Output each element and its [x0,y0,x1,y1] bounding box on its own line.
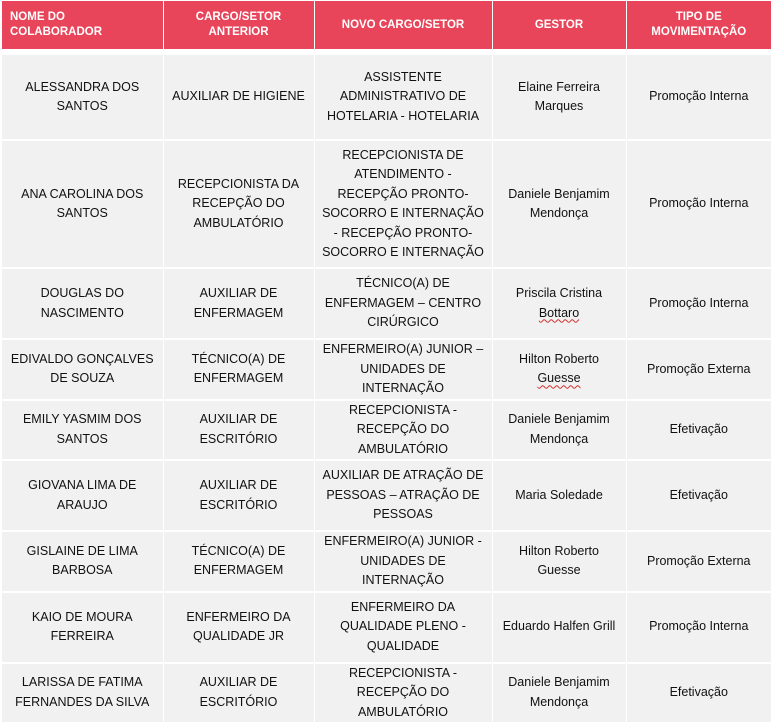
cell-movement-type: Efetivação [626,400,771,461]
cell-previous-role: ENFERMEIRO DA QUALIDADE JR [163,592,314,663]
manager-name: Hilton Roberto [519,352,599,366]
cell-manager [492,140,626,268]
cell-new-role: RECEPCIONISTA - RECEPÇÃO DO AMBULATÓRIO [314,400,492,461]
cell-new-role: ASSISTENTE ADMINISTRATIVO DE HOTELARIA - HOTELARIA [314,54,492,140]
cell-previous-role: AUXILIAR DE HIGIENE [163,54,314,140]
cell-new-role: RECEPCIONISTA - RECEPÇÃO DO AMBULATÓRIO [314,663,492,722]
header-previous-role: CARGO/SETOR ANTERIOR [163,1,314,49]
manager-name: Maria Soledade [515,488,603,502]
cell-movement-type: Promoção Interna [626,268,771,339]
manager-name-flagged: Bottaro [539,306,579,320]
manager-name: Daniele Benjamim Mendonça [508,675,609,709]
cell-name: GIOVANA LIMA DE ARAUJO [2,460,163,531]
cell-manager [492,663,626,722]
cell-manager [492,592,626,663]
cell-movement-type: Promoção Externa [626,339,771,400]
cell-previous-role: AUXILIAR DE ESCRITÓRIO [163,400,314,461]
cell-movement-type: Efetivação [626,663,771,722]
header-manager: GESTOR [492,1,626,49]
cell-previous-role: TÉCNICO(A) DE ENFERMAGEM [163,531,314,592]
cell-previous-role: RECEPCIONISTA DA RECEPÇÃO DO AMBULATÓRIO [163,140,314,268]
table-row [2,54,771,140]
cell-manager [492,531,626,592]
table-row [2,400,771,461]
cell-name: EMILY YASMIM DOS SANTOS [2,400,163,461]
cell-name: DOUGLAS DO NASCIMENTO [2,268,163,339]
cell-movement-type: Efetivação [626,460,771,531]
cell-name: EDIVALDO GONÇALVES DE SOUZA [2,339,163,400]
cell-previous-role: TÉCNICO(A) DE ENFERMAGEM [163,339,314,400]
cell-manager [492,268,626,339]
header-movement-type: TIPO DE MOVIMENTAÇÃO [626,1,771,49]
table-row [2,339,771,400]
cell-new-role: ENFERMEIRO(A) JUNIOR - UNIDADES DE INTERNAÇÃO [314,531,492,592]
movements-table [2,1,771,722]
cell-name: GISLAINE DE LIMA BARBOSA [2,531,163,592]
cell-new-role: AUXILIAR DE ATRAÇÃO DE PESSOAS – ATRAÇÃO DE PESSOAS [314,460,492,531]
cell-name: ANA CAROLINA DOS SANTOS [2,140,163,268]
cell-manager [492,339,626,400]
cell-new-role: ENFERMEIRO DA QUALIDADE PLENO - QUALIDADE [314,592,492,663]
cell-manager [492,460,626,531]
cell-name: ALESSANDRA DOS SANTOS [2,54,163,140]
header-name: NOME DO COLABORADOR [2,1,163,49]
cell-new-role: RECEPCIONISTA DE ATENDIMENTO - RECEPÇÃO PRONTO-SOCORRO E INTERNAÇÃO - RECEPÇÃO PRONTO-SOCORRO E INTERNAÇÃO [314,140,492,268]
cell-previous-role: AUXILIAR DE ESCRITÓRIO [163,460,314,531]
cell-previous-role: AUXILIAR DE ENFERMAGEM [163,268,314,339]
header-new-role: NOVO CARGO/SETOR [314,1,492,49]
cell-movement-type: Promoção Externa [626,531,771,592]
header-row [2,1,771,49]
cell-name: KAIO DE MOURA FERREIRA [2,592,163,663]
table-row [2,531,771,592]
table-row [2,460,771,531]
cell-movement-type: Promoção Interna [626,592,771,663]
manager-name: Daniele Benjamim Mendonça [508,187,609,221]
cell-manager [492,54,626,140]
table-row [2,663,771,722]
cell-movement-type: Promoção Interna [626,140,771,268]
manager-name: Elaine Ferreira Marques [518,80,600,114]
cell-previous-role: AUXILIAR DE ESCRITÓRIO [163,663,314,722]
table-row [2,140,771,268]
manager-name-flagged: Guesse [537,371,580,385]
cell-new-role: ENFERMEIRO(A) JUNIOR – UNIDADES DE INTERNAÇÃO [314,339,492,400]
cell-name: LARISSA DE FATIMA FERNANDES DA SILVA [2,663,163,722]
table-row [2,268,771,339]
cell-new-role: TÉCNICO(A) DE ENFERMAGEM – CENTRO CIRÚRGICO [314,268,492,339]
manager-name: Eduardo Halfen Grill [503,619,616,633]
manager-name: Hilton Roberto Guesse [519,544,599,578]
table-row [2,592,771,663]
manager-name: Daniele Benjamim Mendonça [508,412,609,446]
cell-manager [492,400,626,461]
cell-movement-type: Promoção Interna [626,54,771,140]
manager-name: Priscila Cristina [516,286,602,300]
